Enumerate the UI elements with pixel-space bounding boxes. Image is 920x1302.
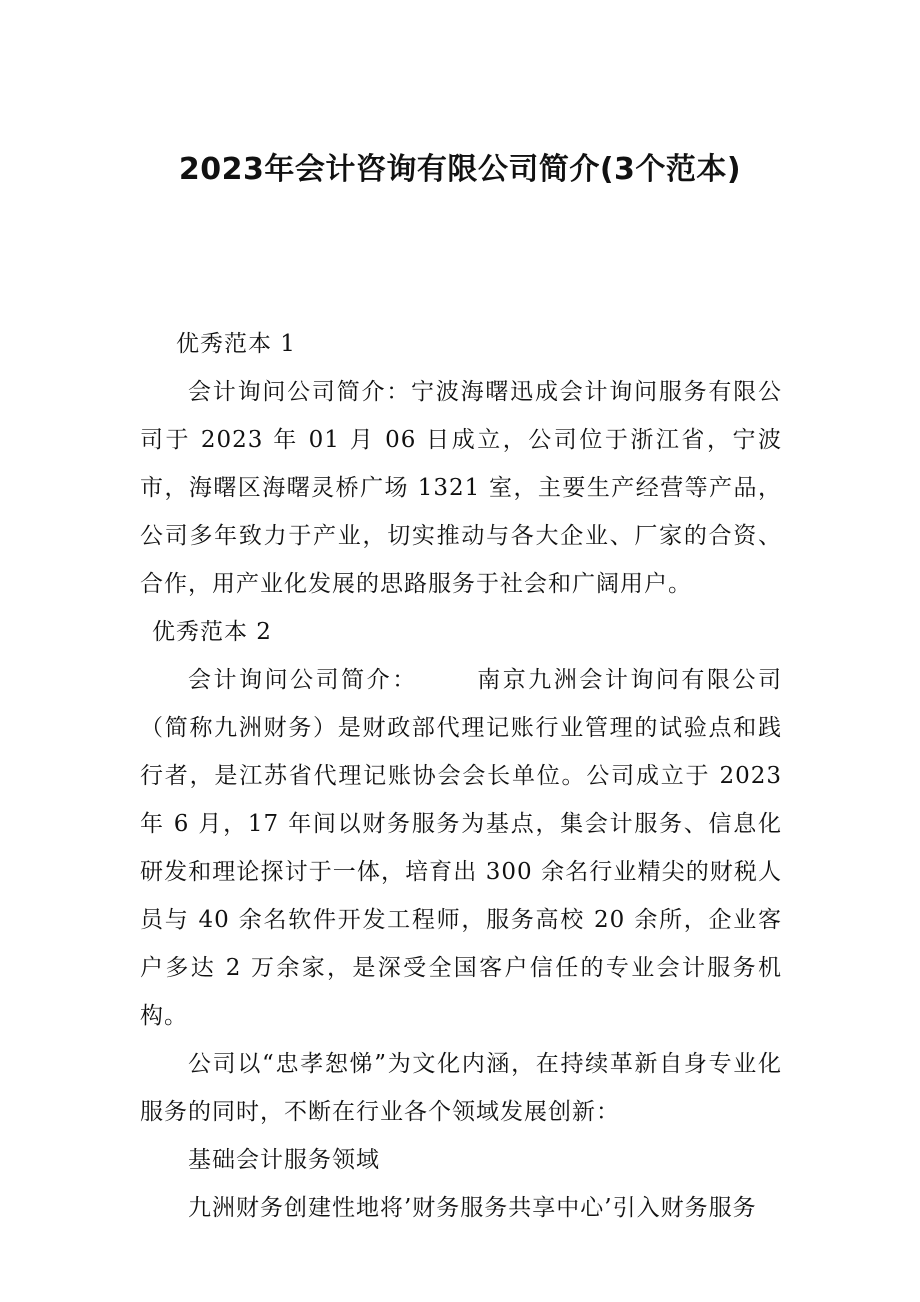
sample-1-paragraph: 会计询问公司简介：宁波海曙迅成会计询问服务有限公司于 2023 年 01 月 06 日成立，公司位于浙江省，宁波市，海曙区海曙灵桥广场 1321 室，主要生产经营等产品，公司多年致力于产业，切实推动与各大企业、厂家的合资、合作，用产业化发展的思路服务于社会和广阔用户。 xyxy=(140,379,782,597)
sample-2-intro-body: 南京九洲会计询问有限公司（简称九洲财务）是财政部代理记账行业管理的试验点和践行者，是江苏省代理记账协会会长单位。公司成立于 2023 年 6 月，17 年间以财务服务为基点，集会计服务、信息化研发和理论探讨于一体，培育出 300 余名行业精尖的财税人员与 40 余名软件开发工程师，服务高校 20 余所，企业客户多达 2 万余家，是深受全国客户信任的专业会计服务机构。 xyxy=(140,667,783,1029)
section-heading-basic-accounting: 基础会计服务领域 xyxy=(188,1147,380,1173)
document-title: 2023年会计咨询有限公司简介(3个范本) xyxy=(178,152,742,187)
document-body xyxy=(140,320,782,1232)
sample-2-intro-label: 会计询问公司简介： xyxy=(188,667,418,693)
sample-1-heading: 优秀范本 1 xyxy=(176,331,296,357)
sample-2-intro-paragraph xyxy=(140,656,782,1040)
sample-2-culture-paragraph: 公司以“忠孝恕悌”为文化内涵，在持续革新自身专业化服务的同时，不断在行业各个领域发展创新： xyxy=(140,1051,782,1125)
sample-2-heading: 优秀范本 2 xyxy=(152,619,272,645)
section-paragraph: 九洲财务创建性地将’财务服务共享中心’引入财务服务 xyxy=(188,1195,757,1221)
